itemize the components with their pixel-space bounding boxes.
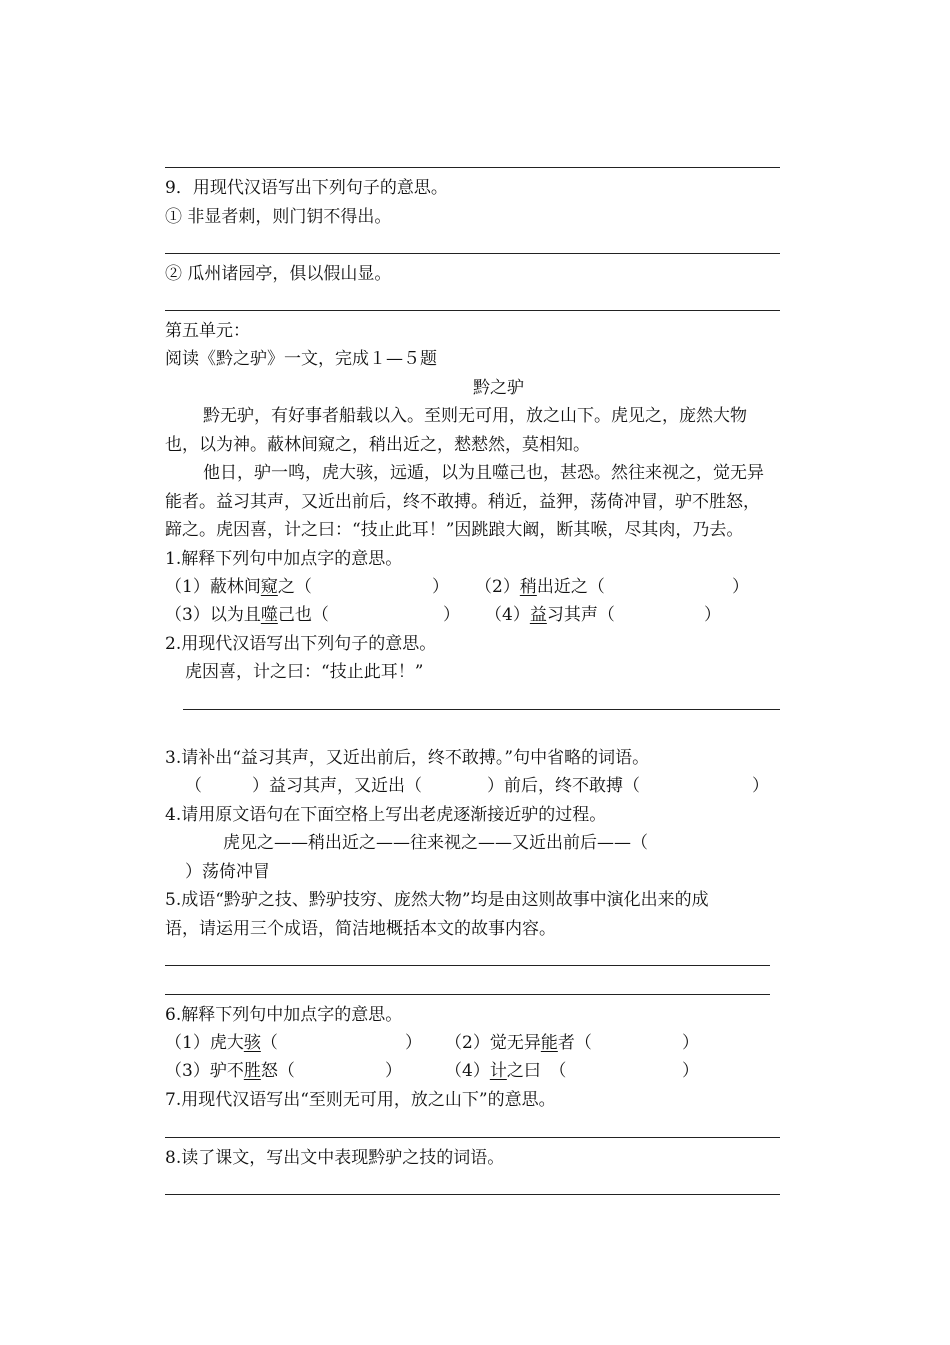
q4-sequence: 虎见之——稍出近之——往来视之——又近出前后——（ [223, 833, 648, 853]
passage-line: 他日，驴一鸣，虎大骇，远遁，以为且噬己也，甚恐。然往来视之，觉无异 [203, 463, 764, 483]
key-char: 益 [529, 605, 547, 625]
q3-text-2: ）前后，终不敢搏（ [487, 776, 640, 796]
q6-item-4-close: ） [682, 1061, 699, 1081]
key-char: 窥 [260, 577, 278, 597]
q6-title: 6.解释下列句中加点字的意思。 [165, 1005, 403, 1025]
q1-item-1: （1）蔽林间窥之（ [165, 577, 312, 597]
reading-instruction: 阅读《黔之驴》一文，完成１—５题 [165, 349, 437, 369]
key-char: 噬 [260, 605, 278, 625]
answer-line [165, 167, 780, 168]
answer-line [165, 1194, 780, 1195]
q8-title: 8.读了课文，写出文中表现黔驴之技的词语。 [165, 1148, 505, 1168]
unit-heading: 第五单元： [165, 321, 250, 341]
q6-item-3: （3）驴不胜怒（ [165, 1061, 295, 1081]
q7-title: 7.用现代汉语写出“至则无可用，放之山下”的意思。 [165, 1090, 556, 1110]
key-char: 计 [489, 1061, 507, 1081]
q3-text-1: ）益习其声，又近出（ [252, 776, 422, 796]
answer-line [165, 965, 770, 966]
q1-item-2-close: ） [732, 577, 749, 597]
q1-item-2: （2）稍出近之（ [475, 577, 605, 597]
q6-item-1-close: ） [405, 1033, 422, 1053]
q6-item-2: （2）觉无异能者（ [445, 1033, 592, 1053]
q4-sequence-end: ）荡倚冲冒 [185, 862, 270, 882]
q1-item-3-close: ） [443, 605, 460, 625]
q1-item-4-close: ） [704, 605, 721, 625]
q1-item-3: （3）以为且噬己也（ [165, 605, 329, 625]
q9-sentence-1: ① 非显者刺，则门钥不得出。 [165, 207, 392, 227]
q5-prompt: 5.成语“黔驴之技、黔驴技穷、庞然大物”均是由这则故事中演化出来的成 [165, 890, 709, 910]
q1-title: 1.解释下列句中加点字的意思。 [165, 549, 403, 569]
answer-line [183, 709, 780, 710]
q1-item-1-close: ） [432, 577, 449, 597]
passage-line: 能者。益习其声，又近出前后，终不敢搏。稍近，益狎，荡倚冲冒，驴不胜怒， [165, 492, 760, 512]
passage-line: 黔无驴，有好事者船载以入。至则无可用，放之山下。虎见之，庞然大物 [203, 406, 747, 426]
q9-title: 9．用现代汉语写出下列句子的意思。 [165, 178, 448, 198]
q9-sentence-2: ② 瓜州诸园亭，俱以假山显。 [165, 264, 392, 284]
q2-title: 2.用现代汉语写出下列句子的意思。 [165, 634, 437, 654]
passage-title: 黔之驴 [473, 378, 524, 398]
answer-line [165, 994, 770, 995]
passage-line: 也，以为神。蔽林间窥之，稍出近之，慭慭然，莫相知。 [165, 435, 590, 455]
q1-item-4: （4）益习其声（ [485, 605, 615, 625]
q4-title: 4.请用原文语句在下面空格上写出老虎逐渐接近驴的过程。 [165, 805, 607, 825]
answer-line [165, 1137, 780, 1138]
q3-title: 3.请补出“益习其声，又近出前后，终不敢搏。”句中省略的词语。 [165, 748, 650, 768]
key-char: 能 [540, 1033, 558, 1053]
key-char: 稍 [519, 577, 537, 597]
q3-blank-close: ） [752, 776, 769, 796]
answer-line [165, 253, 780, 254]
q5-prompt: 语，请运用三个成语，简洁地概括本文的故事内容。 [165, 919, 556, 939]
key-char: 骇 [243, 1033, 261, 1053]
q2-sentence: 虎因喜，计之曰：“技止此耳！” [185, 662, 424, 682]
q6-item-2-close: ） [682, 1033, 699, 1053]
key-char: 胜 [243, 1061, 261, 1081]
q6-item-4: （4）计之曰 （ [445, 1061, 567, 1081]
q6-item-1: （1）虎大骇（ [165, 1033, 278, 1053]
passage-line: 蹄之。虎因喜，计之曰：“技止此耳！”因跳踉大阚，断其喉，尽其肉，乃去。 [165, 520, 744, 540]
q3-blank-open: （ [185, 776, 202, 796]
answer-line [165, 310, 780, 311]
q6-item-3-close: ） [385, 1061, 402, 1081]
